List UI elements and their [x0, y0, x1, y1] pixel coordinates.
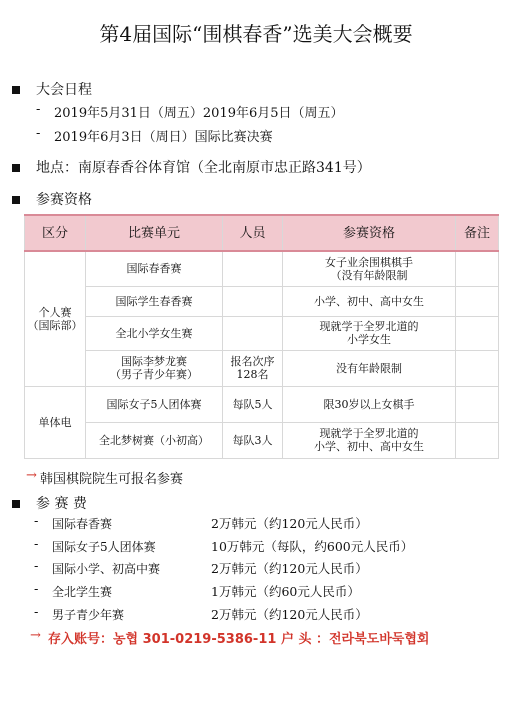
event-cell: 国际学生春香赛 — [86, 286, 223, 316]
fee-name: 全北学生赛 — [52, 585, 113, 599]
qual-cell — [283, 251, 456, 286]
qual-line: 现就学于全罗北道的 — [319, 427, 419, 440]
qual-line: （没有年龄限制 — [330, 268, 408, 282]
account-info: 存入账号：농협 301-0219-5386-11 户 头 ：전라북도바둑협회 — [48, 632, 430, 647]
schedule-line: 2019年5月31日（周五）2019年6月5日（周五） — [54, 106, 344, 121]
dash-icon: - — [34, 537, 39, 552]
people-cell: 每队5人 — [223, 386, 283, 422]
people-cell — [223, 251, 283, 286]
people-line: 报名次序 — [230, 355, 275, 368]
bullet-icon — [12, 500, 20, 508]
schedule-heading: 大会日程 — [36, 82, 92, 98]
event-cell: 全北梦树赛（小初高） — [86, 422, 223, 458]
dash-icon: - — [36, 102, 41, 117]
qual-cell — [283, 316, 456, 350]
eligibility-table — [24, 214, 499, 459]
qual-cell: 小学、初中、高中女生 — [283, 286, 456, 316]
qual-line: 女子业余围棋棋手 — [325, 255, 413, 269]
qual-cell: 限30岁以上女棋手 — [283, 386, 456, 422]
event-cell: 全北小学女生赛 — [86, 316, 223, 350]
fee-value: 10万韩元（每队，约600元人民币） — [211, 539, 414, 554]
schedule-line: 2019年6月3日（周日）国际比赛决赛 — [54, 130, 273, 145]
bullet-icon — [12, 196, 20, 204]
venue-text: 地点：南原春香谷体育馆（全北南原市忠正路341号） — [36, 160, 371, 176]
col-header: 备注 — [456, 215, 499, 251]
bullet-icon — [12, 86, 20, 94]
fees-heading: 参 赛 费 — [36, 496, 87, 512]
table-row — [25, 350, 499, 386]
note-cell — [456, 316, 499, 350]
qual-line: 小学女生 — [347, 333, 391, 346]
note-cell — [456, 350, 499, 386]
table-row — [25, 316, 499, 350]
people-cell — [223, 350, 283, 386]
col-header: 人员 — [223, 215, 283, 251]
fee-value: 2万韩元（约120元人民币） — [211, 607, 368, 622]
fee-name: 国际小学、初高中赛 — [52, 562, 161, 576]
dash-icon: - — [36, 126, 41, 141]
event-cell: 国际春香赛 — [86, 251, 223, 286]
table-header-row — [25, 215, 499, 251]
bullet-icon — [12, 164, 20, 172]
dash-icon: - — [34, 582, 39, 597]
col-header: 比赛单元 — [86, 215, 223, 251]
group-cell-individual — [25, 251, 86, 386]
note-cell — [456, 286, 499, 316]
fee-value: 1万韩元（约60元人民币） — [211, 584, 360, 599]
arrow-icon: → — [26, 468, 37, 483]
table-row — [25, 386, 499, 422]
people-cell — [223, 316, 283, 350]
people-cell: 每队3人 — [223, 422, 283, 458]
event-cell: 国际女子5人团体赛 — [86, 386, 223, 422]
eligibility-heading: 参赛资格 — [36, 192, 92, 208]
people-line: 128名 — [236, 368, 269, 381]
event-cell — [86, 350, 223, 386]
fee-value: 2万韩元（约120元人民币） — [211, 561, 368, 576]
qual-line: 现就学于全罗北道的 — [319, 320, 419, 333]
event-line: （男子青少年赛） — [110, 368, 198, 381]
group-label: （国际部） — [27, 318, 83, 332]
col-header: 参赛资格 — [283, 215, 456, 251]
note-cell — [456, 251, 499, 286]
fee-name: 男子青少年赛 — [52, 608, 125, 622]
dash-icon: - — [34, 605, 39, 620]
group-cell-team: 单体电 — [25, 386, 86, 458]
note-cell — [456, 386, 499, 422]
col-header: 区分 — [25, 215, 86, 251]
fee-name: 国际女子5人团体赛 — [52, 540, 156, 554]
fee-value: 2万韩元（约120元人民币） — [211, 516, 368, 531]
group-label: 个人赛 — [38, 305, 72, 319]
arrow-icon: → — [30, 628, 41, 643]
fee-name: 国际春香赛 — [52, 517, 113, 531]
korea-note: 韩国棋院院生可报名参赛 — [40, 472, 184, 487]
qual-cell: 没有年龄限制 — [283, 350, 456, 386]
dash-icon: - — [34, 514, 39, 529]
people-cell — [223, 286, 283, 316]
table-row — [25, 422, 499, 458]
note-cell — [456, 422, 499, 458]
event-line: 国际李梦龙赛 — [121, 355, 187, 368]
table-row — [25, 286, 499, 316]
qual-cell — [283, 422, 456, 458]
page-title: 第4届国际“围棋春香”选美大会概要 — [99, 22, 413, 46]
dash-icon: - — [34, 559, 39, 574]
table-row — [25, 251, 499, 286]
qual-line: 小学、初中、高中女生 — [314, 440, 424, 453]
